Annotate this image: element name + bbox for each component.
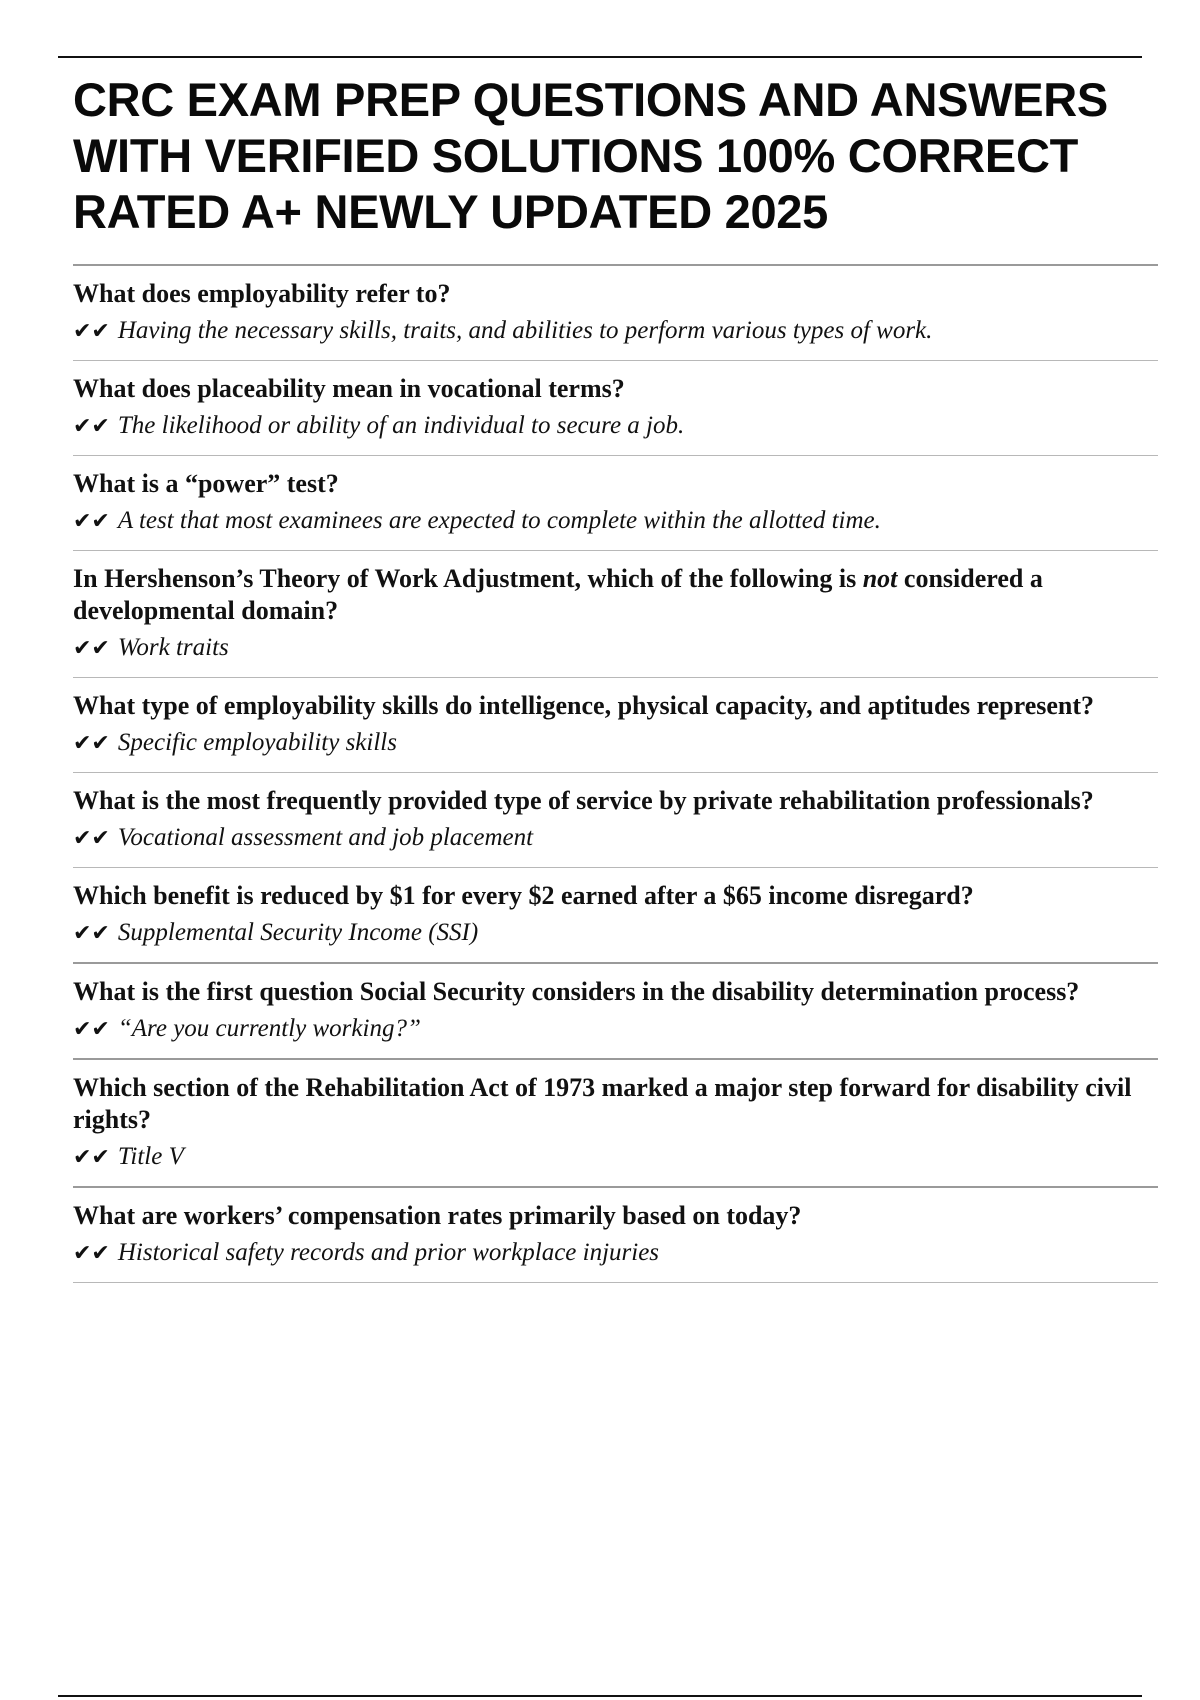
question-text: What type of employability skills do intelligence, physical capacity, and aptitudes represent? <box>73 691 1095 720</box>
answer-text: Vocational assessment and job placement <box>117 824 534 851</box>
double-check-icon: ✔✔ <box>73 509 110 534</box>
qa-item <box>73 1188 1158 1282</box>
answer-text: Work traits <box>117 634 229 661</box>
question-text: Which section of the Rehabilitation Act of 1973 marked a major step forward for disability civil rights? <box>73 1073 1132 1134</box>
double-check-icon: ✔✔ <box>73 636 110 661</box>
divider <box>73 1282 1158 1283</box>
answer-text: A test that most examinees are expected to complete within the allotted time. <box>117 507 881 534</box>
answer-text: Title V <box>117 1143 184 1170</box>
question-text: What are workers’ compensation rates primarily based on today? <box>73 1201 802 1230</box>
qa-item <box>73 551 1158 677</box>
double-check-icon: ✔✔ <box>73 319 110 344</box>
qa-item <box>73 361 1158 455</box>
bottom-rule <box>58 1695 1142 1697</box>
double-check-icon: ✔✔ <box>73 1241 110 1266</box>
double-check-icon: ✔✔ <box>73 826 110 851</box>
answer <box>73 726 1158 760</box>
qa-item <box>73 266 1158 360</box>
double-check-icon: ✔✔ <box>73 921 110 946</box>
question-emphasis: not <box>862 564 898 593</box>
answer <box>73 1012 1158 1046</box>
answer <box>73 631 1158 665</box>
answer-text: Supplemental Security Income (SSI) <box>117 919 479 946</box>
question-text: What is the first question Social Security considers in the disability determination process? <box>73 977 1080 1006</box>
question-text: Which benefit is reduced by $1 for every $2 earned after a $65 income disregard? <box>73 881 974 910</box>
double-check-icon: ✔✔ <box>73 414 110 439</box>
answer-text: Historical safety records and prior workplace injuries <box>117 1239 660 1266</box>
qa-item <box>73 456 1158 550</box>
double-check-icon: ✔✔ <box>73 1145 110 1170</box>
question-text: What is a “power” test? <box>73 469 339 498</box>
question-text: What does employability refer to? <box>73 279 451 308</box>
answer <box>73 1140 1158 1174</box>
question-text: What does placeability mean in vocational terms? <box>73 374 625 403</box>
answer <box>73 821 1158 855</box>
answer <box>73 314 1158 348</box>
qa-list <box>73 264 1158 1283</box>
qa-item <box>73 868 1158 962</box>
answer-text: The likelihood or ability of an individual to secure a job. <box>117 412 685 439</box>
qa-item <box>73 1060 1158 1186</box>
qa-item <box>73 773 1158 867</box>
question-text-start: In Hershenson’s Theory of Work Adjustment, which of the following is <box>73 564 863 593</box>
question-text <box>73 563 1158 627</box>
answer-text: “Are you currently working?” <box>117 1015 421 1042</box>
qa-item <box>73 678 1158 772</box>
question-text: What is the most frequently provided type of service by private rehabilitation professionals? <box>73 786 1094 815</box>
answer-text: Specific employability skills <box>117 729 397 756</box>
qa-item <box>73 964 1158 1058</box>
document-title: CRC EXAM PREP QUESTIONS AND ANSWERS WITH VERIFIED SOLUTIONS 100% CORRECT RATED A+ NEWLY UPDATED 2025 <box>73 73 1108 238</box>
top-rule <box>58 56 1142 58</box>
question-text-end: considered a developmental domain? <box>73 564 1043 625</box>
answer <box>73 504 1158 538</box>
answer <box>73 1236 1158 1270</box>
answer <box>73 916 1158 950</box>
answer-text: Having the necessary skills, traits, and abilities to perform various types of work. <box>117 317 933 344</box>
answer <box>73 409 1158 443</box>
double-check-icon: ✔✔ <box>73 731 110 756</box>
double-check-icon: ✔✔ <box>73 1017 110 1042</box>
